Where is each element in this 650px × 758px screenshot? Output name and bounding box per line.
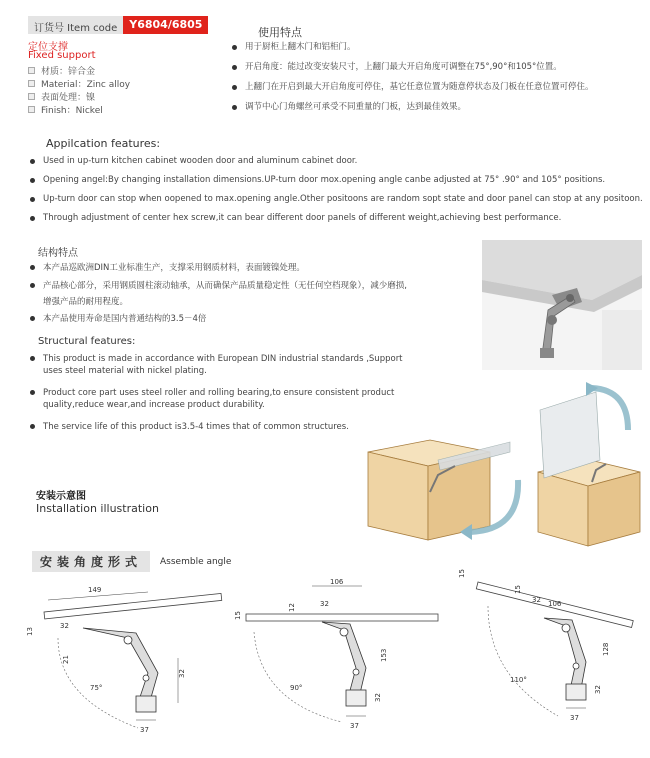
list-item: [232, 62, 642, 73]
product-photo: [482, 240, 642, 370]
bullet-icon: [232, 85, 237, 90]
list-item: [30, 156, 645, 175]
dim-label: 15: [458, 569, 466, 578]
item-code-value: Y6804/6805: [123, 16, 208, 34]
dim-label: 37: [140, 726, 149, 734]
spec-text: 材质：锌合金: [41, 67, 96, 77]
cabinet-closed: [368, 440, 510, 540]
structure-en-continuation: uses steel material with nickel plating.: [43, 366, 207, 376]
bullet-icon: [30, 283, 35, 288]
usage-text: 用于厨柜上翻木门和铝柜门。: [245, 42, 356, 52]
structure-en-text: The service life of this product is3.5-4 times that of common structures.: [43, 422, 349, 432]
spec-text: Finish：Nickel: [41, 106, 103, 116]
dim-label: 15: [514, 585, 522, 594]
hinge-arm-icon: [544, 618, 586, 700]
assemble-angle-title-en: Assemble angle: [160, 556, 232, 567]
dim-label: 75°: [90, 684, 103, 692]
item-code-label: 订货号 Item code: [28, 16, 123, 34]
assemble-angle-title-cn: 安装角度形式: [32, 551, 150, 572]
bullet-square-icon: [28, 80, 35, 87]
dim-label: 128: [602, 642, 610, 656]
spec-row: [28, 64, 130, 77]
list-item: [30, 280, 450, 292]
dim-label: 149: [88, 586, 102, 594]
bullet-icon: [30, 390, 35, 395]
assemble-diagram-110: [448, 566, 644, 748]
hinge-arm-icon: [322, 622, 366, 706]
dim-label: 37: [350, 722, 359, 730]
assemble-diagram-75: [28, 578, 226, 748]
structure-en-text: This product is made in accordance with European DIN industrial standards ,Support: [43, 354, 403, 364]
structure-cn-title: 结构特点: [38, 248, 78, 259]
dim-label: 106: [548, 600, 562, 608]
dim-label: 32: [374, 693, 382, 702]
structure-cn-text: 产品核心部分，采用钢质圆柱滚动轴承，从而确保产品质量稳定性（无任何空档现象），减少磨损,: [43, 281, 407, 291]
bullet-icon: [30, 178, 35, 183]
product-title-cn: 定位支撑: [28, 42, 68, 53]
bullet-icon: [30, 316, 35, 321]
application-text: Used in up-turn kitchen cabinet wooden door and aluminum cabinet door.: [43, 156, 358, 166]
hinge-arm-icon: [83, 628, 158, 712]
list-item: [30, 194, 645, 213]
application-title: Appilcation features:: [46, 137, 161, 150]
dim-label: 110°: [510, 676, 527, 684]
spec-row: [28, 77, 130, 90]
list-item: [30, 213, 645, 232]
list-item: [232, 42, 642, 53]
dim-label: 32: [594, 685, 602, 694]
application-list: [30, 156, 645, 232]
bullet-square-icon: [28, 106, 35, 113]
structure-cn-text: 本产品巡欧洲DIN工业标准生产，支撑采用钢质材料，表面镀镍处理。: [43, 263, 305, 273]
structure-en-title: Structural features:: [38, 336, 136, 347]
structure-cn-continuation: 增强产品的耐用程度。: [43, 297, 129, 307]
structure-cn-text: 本产品使用寿命是国内普通结构的3.5－4倍: [43, 314, 207, 324]
list-item: [232, 102, 642, 113]
application-text: Opening angel:By changing installation dimensions.UP-turn door mox.opening angle canbe adjusted at 75° .90° and 105° positions.: [43, 175, 606, 185]
bullet-icon: [30, 197, 35, 202]
application-text: Up-turn door can stop when oopened to max.opening angle.Other positoons are random sopt state and door panel can stop at any positoon.: [43, 194, 643, 204]
dim-label: 90°: [290, 684, 303, 692]
spec-text: Material：Zinc alloy: [41, 80, 131, 90]
usage-title: 使用特点: [258, 26, 302, 39]
dim-label: 153: [380, 648, 388, 662]
installation-title-cn: 安装示意图: [36, 491, 86, 502]
usage-text: 调节中心门角螺丝可承受不同重量的门板，达到最佳效果。: [245, 102, 467, 112]
application-text: Through adjustment of center hex screw,it can bear different door panels of different weight,achieving best performance.: [43, 213, 562, 223]
installation-title-en: Installation illustration: [36, 502, 159, 515]
bullet-icon: [30, 216, 35, 221]
dim-label: 15: [234, 611, 242, 620]
bullet-icon: [232, 105, 237, 110]
usage-list: [232, 42, 642, 122]
bullet-icon: [30, 159, 35, 164]
bullet-square-icon: [28, 93, 35, 100]
product-title-en: Fixed support: [28, 50, 96, 61]
bullet-icon: [232, 65, 237, 70]
assemble-angle-header: [32, 551, 231, 572]
dim-label: 32: [532, 596, 541, 604]
dim-label: 106: [330, 578, 344, 586]
bullet-icon: [30, 424, 35, 429]
spec-text: 表面处理：镍: [41, 93, 96, 103]
spec-row: [28, 103, 130, 116]
dim-label: 13: [26, 627, 34, 636]
assemble-diagram-90: [232, 572, 440, 748]
list-item: [30, 262, 450, 274]
list-item: [30, 353, 430, 365]
spec-row: [28, 90, 130, 103]
structure-en-text: Product core part uses steel roller and rolling bearing,to ensure consistent product: [43, 388, 395, 398]
usage-text: 开启角度：能过改变安装尺寸，上翻门最大开启角度可调整在75°,90°和105°位置。: [245, 62, 562, 72]
dim-label: 32: [60, 622, 69, 630]
list-item: [30, 313, 450, 325]
installation-illustration: [360, 380, 642, 550]
bullet-icon: [30, 265, 35, 270]
dim-label: 12: [288, 603, 296, 612]
dim-label: 32: [320, 600, 329, 608]
spec-list: [28, 64, 130, 116]
structure-cn-list: [30, 262, 450, 331]
bullet-icon: [232, 45, 237, 50]
bullet-square-icon: [28, 67, 35, 74]
list-item: [232, 82, 642, 93]
usage-text: 上翻门在开启到最大开启角度可停住，基它任意位置为随意停状态及门板在任意位置可停住。: [245, 82, 594, 92]
structure-en-continuation: quality,reduce wear,and increase product durability.: [43, 400, 265, 410]
dim-label: 21: [62, 655, 70, 664]
bullet-icon: [30, 356, 35, 361]
dim-label: 32: [178, 669, 186, 678]
dim-label: 37: [570, 714, 579, 722]
item-code-box: [28, 16, 203, 34]
list-item: [30, 175, 645, 194]
